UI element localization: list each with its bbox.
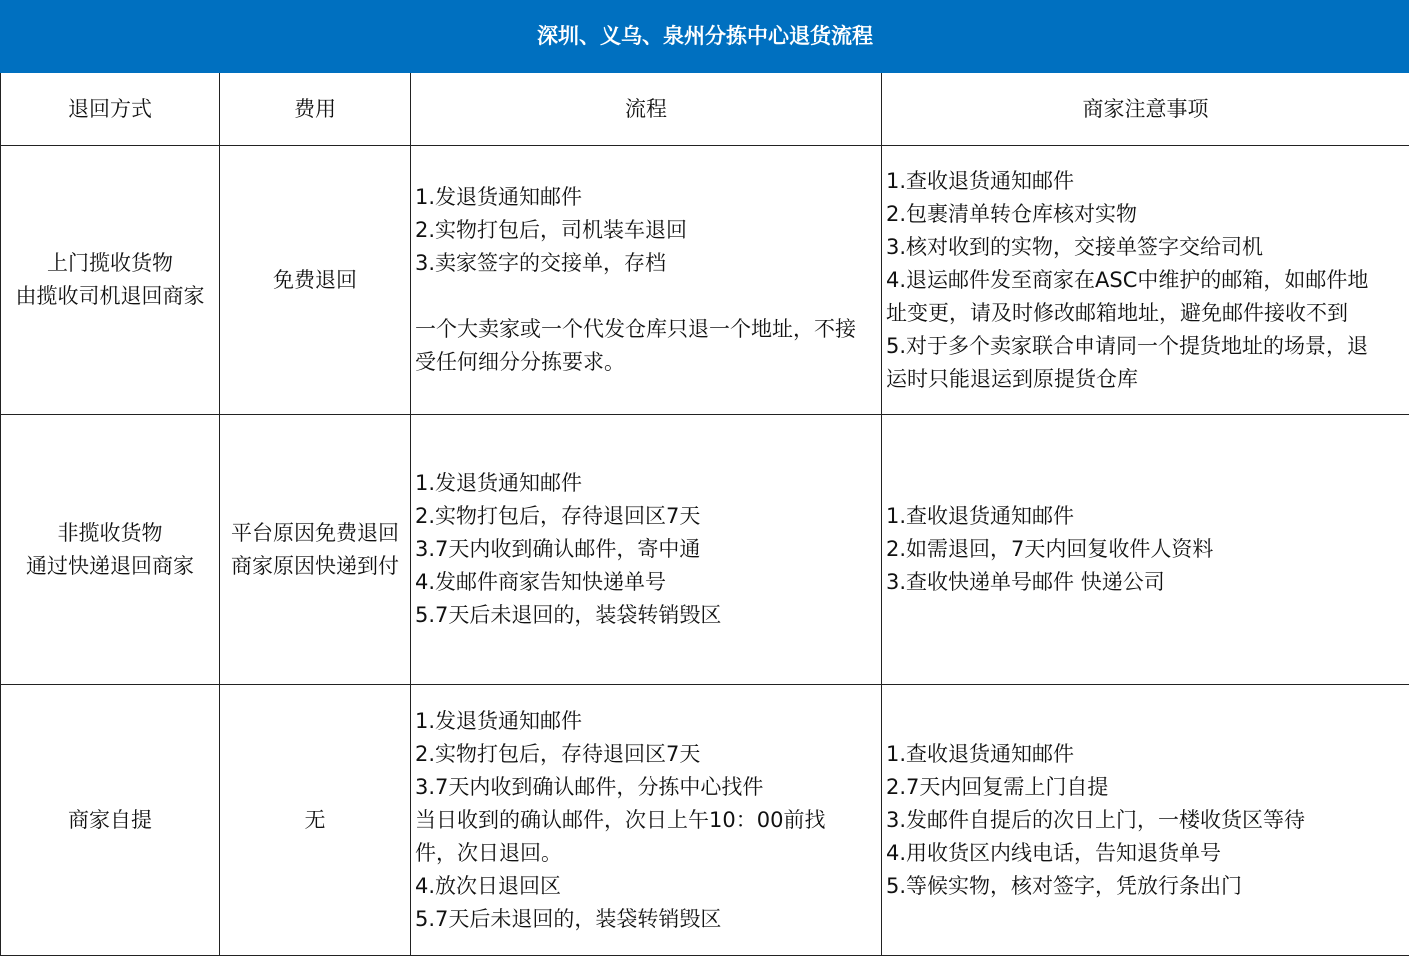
fee-line: 免费退回 xyxy=(224,264,406,297)
flow-line: 3.卖家签字的交接单，存档 xyxy=(415,247,877,280)
cell-fee xyxy=(220,415,411,685)
cell-notes xyxy=(882,685,1409,956)
flow-line: 1.发退货通知邮件 xyxy=(415,467,877,500)
notes-line: 4.用收货区内线电话，告知退货单号 xyxy=(886,837,1405,870)
notes-line: 5.等候实物，核对签字，凭放行条出门 xyxy=(886,870,1405,903)
table-row xyxy=(1,685,1409,956)
notes-line: 2.包裹清单转仓库核对实物 xyxy=(886,198,1405,231)
cell-flow xyxy=(411,415,882,685)
header-method: 退回方式 xyxy=(1,73,220,146)
header-flow: 流程 xyxy=(411,73,882,146)
notes-line: 4.退运邮件发至商家在ASC中维护的邮箱，如邮件地 xyxy=(886,264,1405,297)
notes-line: 2.如需退回，7天内回复收件人资料 xyxy=(886,533,1405,566)
header-fee: 费用 xyxy=(220,73,411,146)
table-row xyxy=(1,415,1409,685)
method-line: 商家自提 xyxy=(5,804,215,837)
notes-line: 1.查收退货通知邮件 xyxy=(886,165,1405,198)
notes-line: 2.7天内回复需上门自提 xyxy=(886,771,1405,804)
notes-line: 1.查收退货通知邮件 xyxy=(886,738,1405,771)
method-line: 上门揽收货物 xyxy=(5,247,215,280)
flow-line xyxy=(415,280,877,313)
cell-flow xyxy=(411,685,882,956)
flow-line: 1.发退货通知邮件 xyxy=(415,181,877,214)
method-line: 非揽收货物 xyxy=(5,517,215,550)
flow-line: 2.实物打包后，司机装车退回 xyxy=(415,214,877,247)
flow-line: 3.7天内收到确认邮件，寄中通 xyxy=(415,533,877,566)
flow-line: 2.实物打包后，存待退回区7天 xyxy=(415,738,877,771)
fee-line: 无 xyxy=(224,804,406,837)
notes-line: 1.查收退货通知邮件 xyxy=(886,500,1405,533)
cell-flow xyxy=(411,146,882,415)
notes-line: 址变更，请及时修改邮箱地址，避免邮件接收不到 xyxy=(886,297,1405,330)
table-title: 深圳、义乌、泉州分拣中心退货流程 xyxy=(1,1,1409,73)
flow-line: 件，次日退回。 xyxy=(415,837,877,870)
notes-line: 运时只能退运到原提货仓库 xyxy=(886,363,1405,396)
cell-method xyxy=(1,146,220,415)
flow-line: 1.发退货通知邮件 xyxy=(415,705,877,738)
notes-line: 3.发邮件自提后的次日上门，一楼收货区等待 xyxy=(886,804,1405,837)
flow-line: 3.7天内收到确认邮件，分拣中心找件 xyxy=(415,771,877,804)
flow-line: 5.7天后未退回的，装袋转销毁区 xyxy=(415,903,877,936)
flow-line: 5.7天后未退回的，装袋转销毁区 xyxy=(415,599,877,632)
method-line: 由揽收司机退回商家 xyxy=(5,280,215,313)
flow-line: 4.放次日退回区 xyxy=(415,870,877,903)
notes-line: 5.对于多个卖家联合申请同一个提货地址的场景，退 xyxy=(886,330,1405,363)
cell-method xyxy=(1,685,220,956)
flow-line: 4.发邮件商家告知快递单号 xyxy=(415,566,877,599)
cell-method xyxy=(1,415,220,685)
notes-line: 3.核对收到的实物，交接单签字交给司机 xyxy=(886,231,1405,264)
notes-line: 3.查收快递单号邮件 快递公司 xyxy=(886,566,1405,599)
method-line: 通过快递退回商家 xyxy=(5,550,215,583)
fee-line: 平台原因免费退回 xyxy=(224,517,406,550)
cell-fee xyxy=(220,146,411,415)
cell-notes xyxy=(882,146,1409,415)
flow-line: 受任何细分分拣要求。 xyxy=(415,346,877,379)
flow-line: 2.实物打包后，存待退回区7天 xyxy=(415,500,877,533)
header-notes: 商家注意事项 xyxy=(882,73,1409,146)
flow-line: 一个大卖家或一个代发仓库只退一个地址，不接 xyxy=(415,313,877,346)
flow-line: 当日收到的确认邮件，次日上午10：00前找 xyxy=(415,804,877,837)
table-row xyxy=(1,146,1409,415)
fee-line: 商家原因快递到付 xyxy=(224,550,406,583)
cell-notes xyxy=(882,415,1409,685)
cell-fee xyxy=(220,685,411,956)
